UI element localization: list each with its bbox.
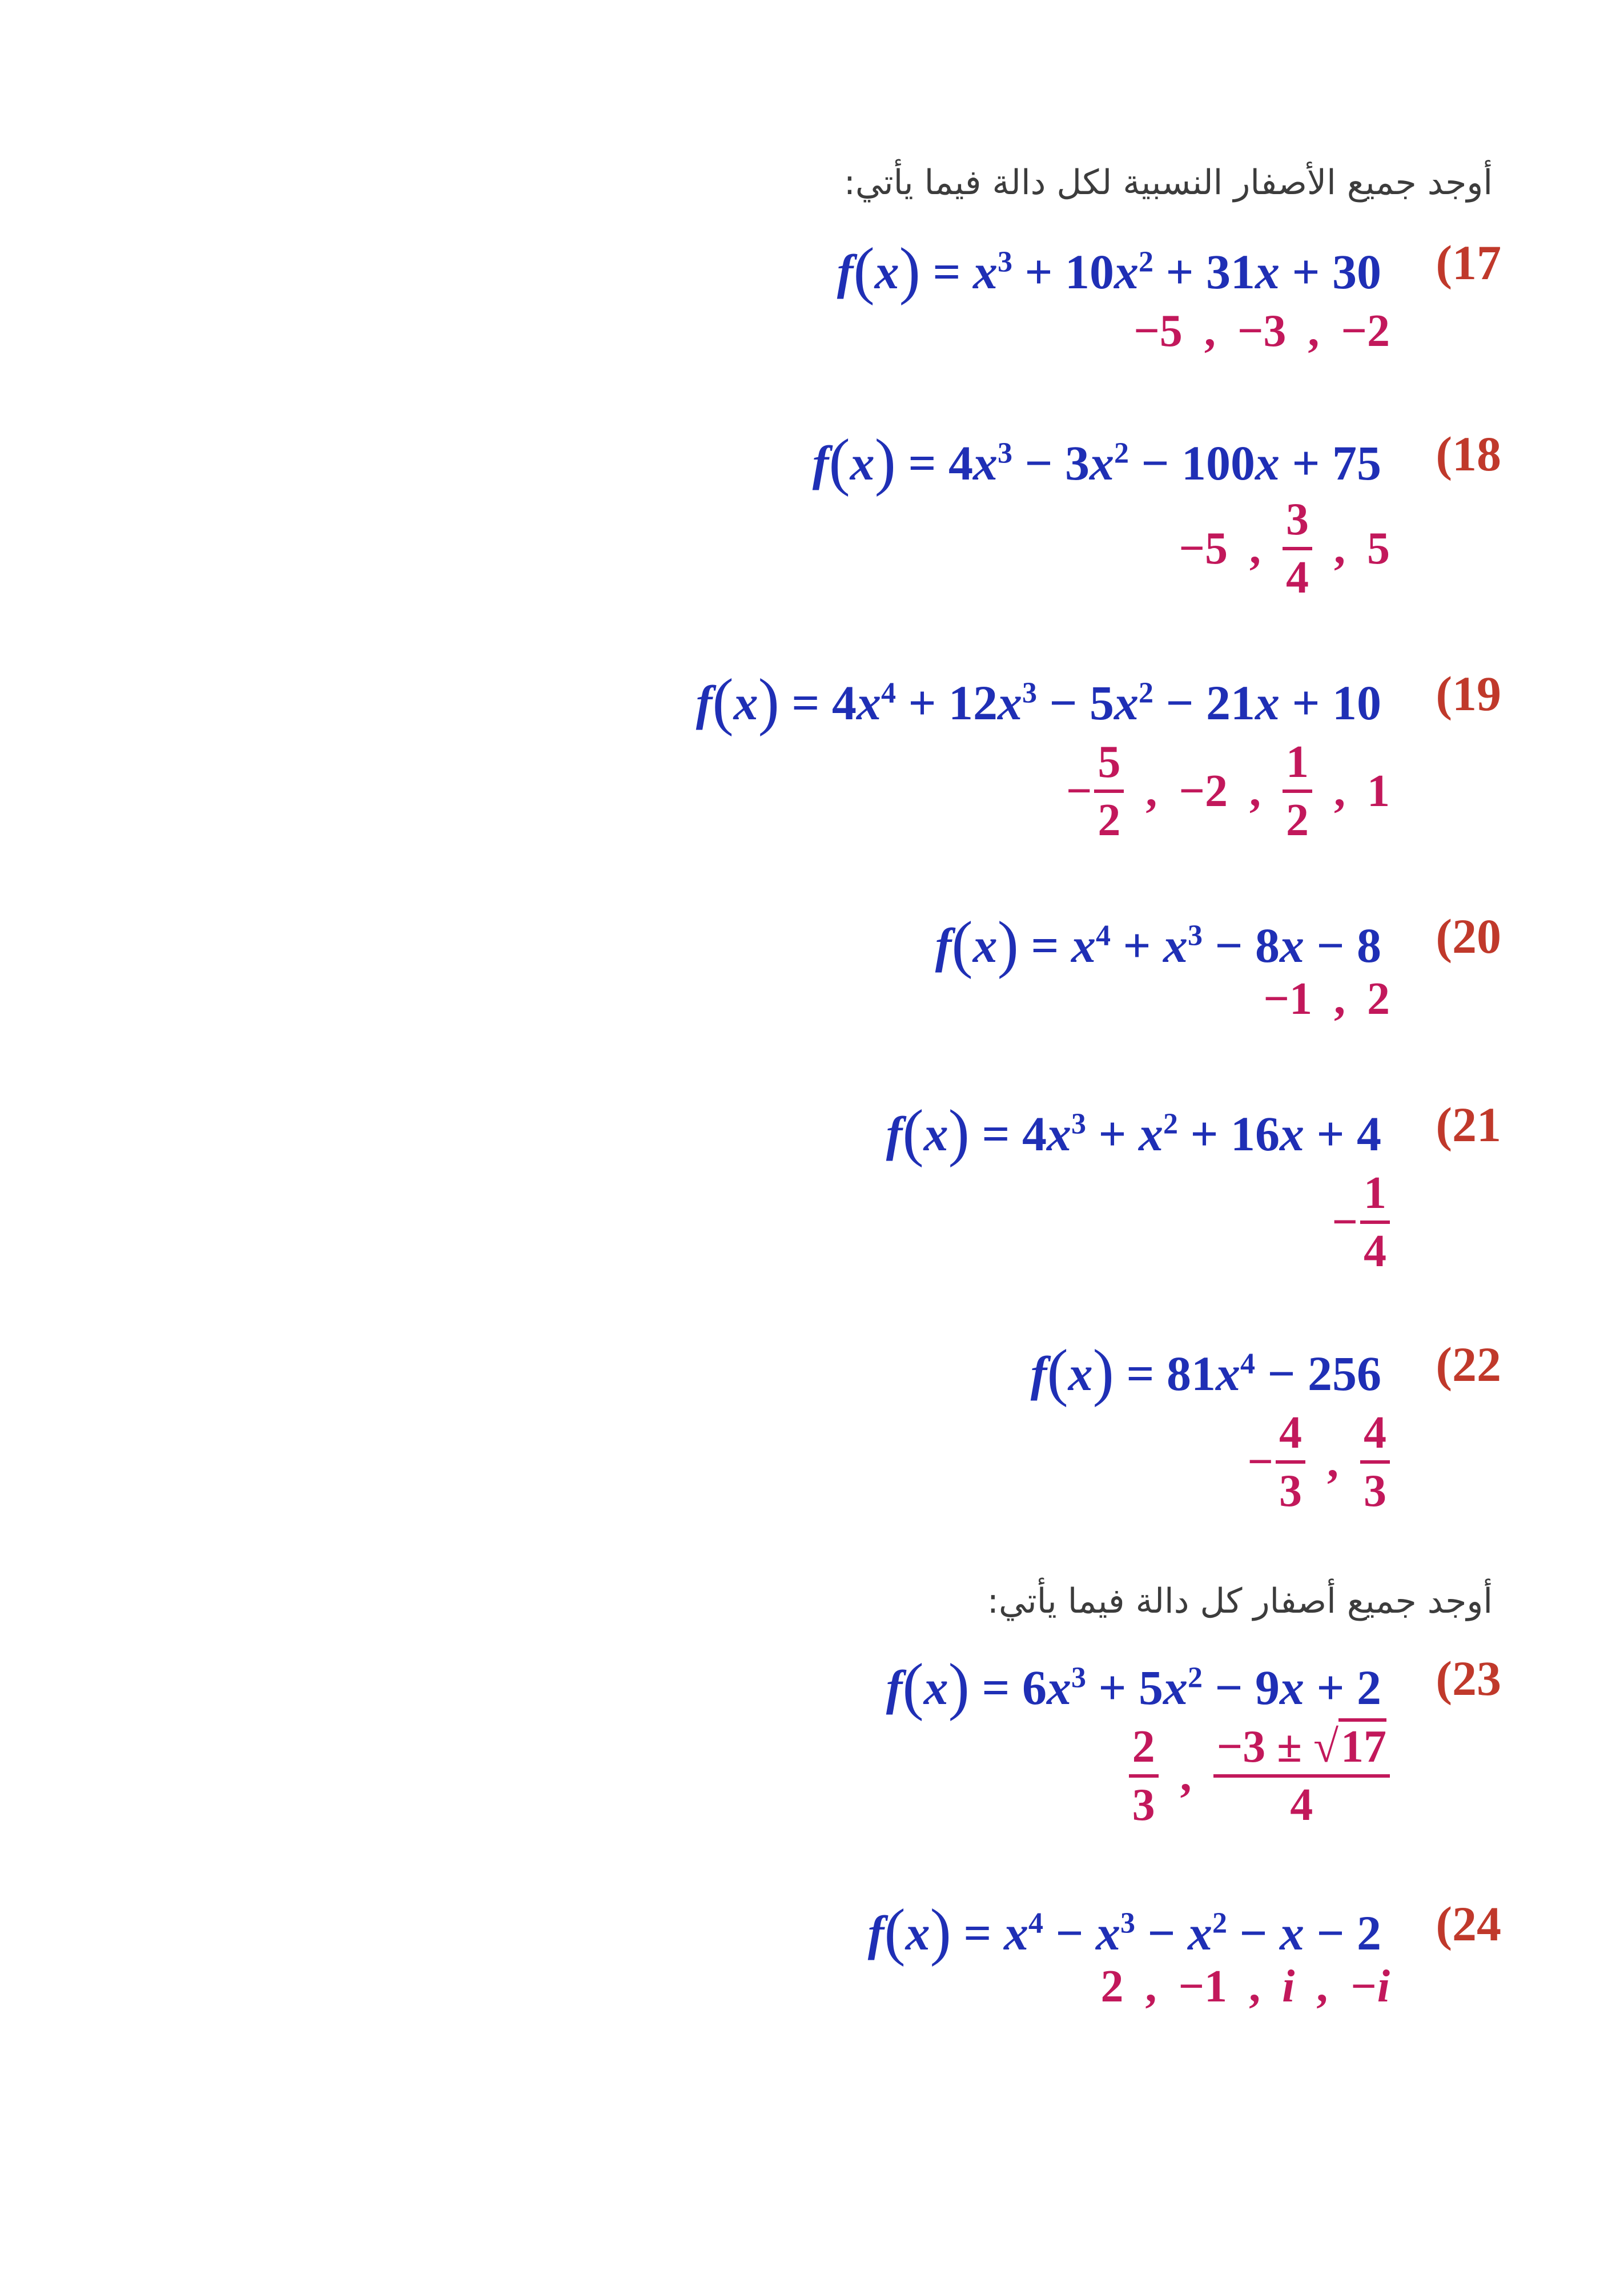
answer-list: [1133, 305, 1390, 357]
equation: $f(x) = x^4 + x^3 - 8x - 8$: [935, 909, 1381, 980]
problem-number: (24: [1436, 1896, 1501, 1951]
problem-21: [0, 1090, 1624, 1353]
problem-number: (19: [1436, 666, 1501, 721]
answer-fraction: $\frac{3}{4}$: [1283, 497, 1312, 601]
answer-separator: ,: [1145, 766, 1157, 816]
problem-number: (17: [1436, 235, 1501, 290]
answer-list: [1100, 1961, 1390, 2013]
problem-number: (21: [1436, 1097, 1501, 1152]
answer-list: [1129, 1724, 1390, 1828]
equation: $f(x) = 4x^4 + 12x^3 - 5x^2 - 21x + 10$: [696, 666, 1381, 737]
answer-value: 5: [1367, 523, 1390, 574]
answer-separator: ,: [1180, 1750, 1192, 1801]
answer-value: −5: [1179, 523, 1228, 574]
answer-separator: ,: [1249, 766, 1261, 816]
answer-separator: ,: [1249, 1961, 1261, 2012]
problem-number: (18: [1436, 426, 1501, 481]
answer-value: −i: [1349, 1961, 1390, 2012]
answer-separator: ,: [1316, 1961, 1328, 2012]
answer-value: 2: [1100, 1961, 1124, 2012]
answer-fraction: $\frac{4}{3}$: [1360, 1410, 1390, 1514]
answer-fraction: $\frac{2}{3}$: [1129, 1724, 1159, 1828]
answer-list: − $\frac{4}{3}$ , $\frac{4}{3}$: [1247, 1410, 1390, 1514]
answer-list: [1263, 973, 1390, 1025]
equation: $f(x) = 81x^4 - 256$: [1030, 1337, 1381, 1408]
problem-number: (22: [1436, 1337, 1501, 1392]
section-heading-rational-zeros: أوجد جميع الأصفار النسبية لكل دالة فيما يأتي:: [843, 163, 1493, 203]
answer-value: −1: [1263, 974, 1312, 1024]
equation: $f(x) = 4x^3 + x^2 + 16x + 4$: [886, 1097, 1381, 1168]
answer-value: −3: [1237, 306, 1287, 356]
answer-value: i: [1282, 1961, 1295, 2012]
answer-fraction-sqrt: $\frac{-3 \pm √17}{4}$: [1213, 1724, 1390, 1828]
answer-list: − $\frac{5}{2}$ , −2 , $\frac{1}{2}$ , 1: [1066, 737, 1390, 845]
answer-separator: ,: [1334, 523, 1345, 574]
problem-18: [0, 420, 1624, 682]
answer-separator: ,: [1327, 1436, 1338, 1487]
answer-separator: ,: [1249, 523, 1261, 574]
answer-value: 2: [1367, 974, 1390, 1024]
problem-number: (20: [1436, 909, 1501, 964]
equation: $f(x) = x^3 + 10x^2 + 31x + 30$: [837, 235, 1381, 306]
answer-fraction: $\frac{1}{2}$: [1283, 739, 1312, 843]
answer-fraction: $\frac{4}{3}$: [1276, 1410, 1305, 1514]
equation: $f(x) = 4x^3 - 3x^2 - 100x + 75$: [812, 426, 1381, 497]
problem-22: [0, 1330, 1624, 1593]
answer-separator: ,: [1334, 766, 1345, 816]
answer-value: −5: [1133, 306, 1183, 356]
answer-separator: ,: [1204, 306, 1216, 356]
problem-number: (23: [1436, 1651, 1501, 1706]
answer-separator: ,: [1334, 974, 1345, 1024]
equation: $f(x) = 6x^3 + 5x^2 - 9x + 2$: [886, 1651, 1381, 1722]
section-heading-all-zeros: أوجد جميع أصفار كل دالة فيما يأتي:: [987, 1581, 1493, 1621]
answer-separator: ,: [1308, 306, 1320, 356]
answer-fraction: $\frac{1}{4}$: [1360, 1170, 1390, 1274]
answer-value: −2: [1179, 766, 1228, 816]
equation: $f(x) = x^4 - x^3 - x^2 - x - 2$: [867, 1896, 1381, 1967]
problem-23: [0, 1644, 1624, 1907]
answer-value: 1: [1367, 766, 1390, 816]
answer-fraction: $\frac{5}{2}$: [1094, 739, 1124, 843]
answer-list: [1179, 494, 1390, 603]
answer-separator: ,: [1145, 1961, 1157, 2012]
problem-19: [0, 659, 1624, 922]
answer-value: −2: [1341, 306, 1390, 356]
answer-list: − $\frac{1}{4}$: [1332, 1170, 1390, 1274]
answer-value: −1: [1178, 1961, 1228, 2012]
problem-24: [0, 1890, 1624, 2152]
